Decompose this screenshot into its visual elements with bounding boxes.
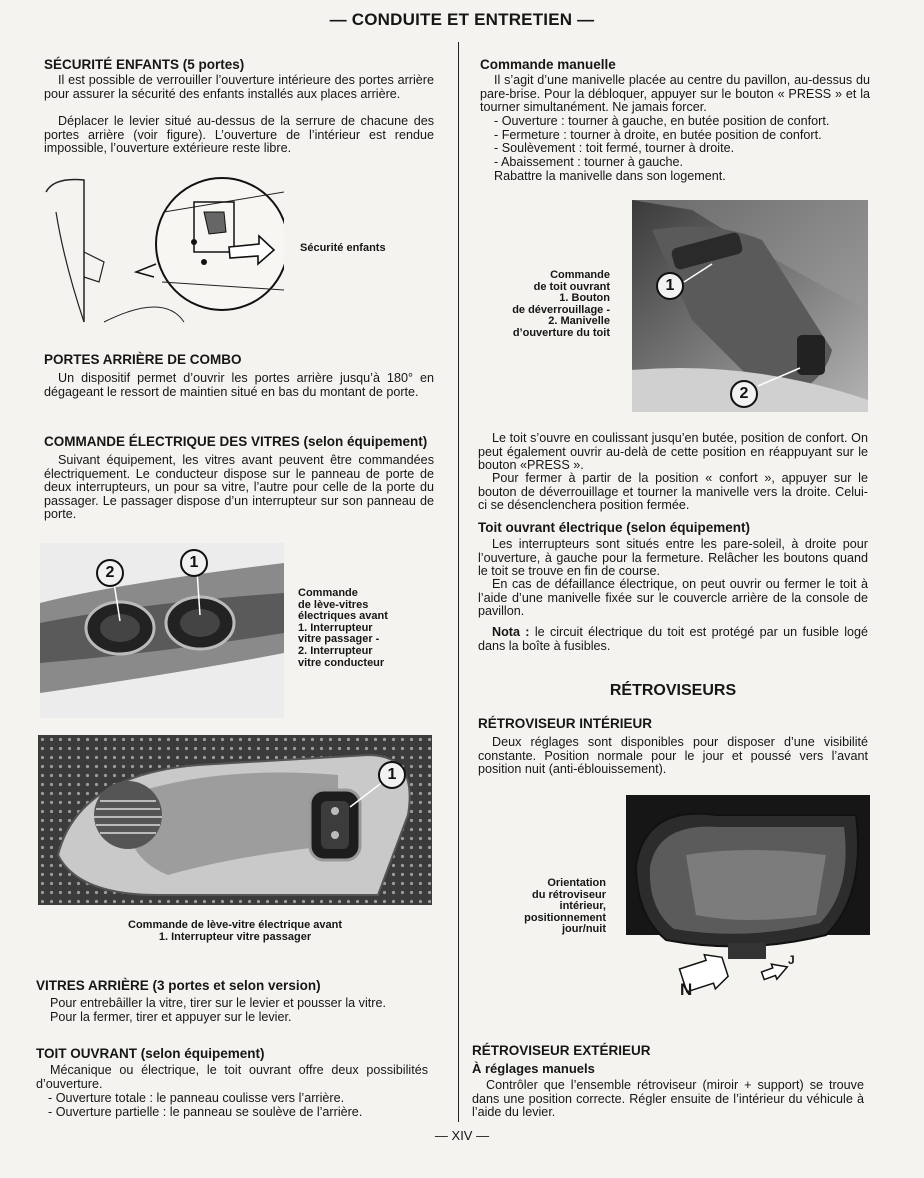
note-label: Nota : <box>492 625 530 639</box>
caption-line: Commande <box>550 269 610 281</box>
callout-number-2: 2 <box>96 559 124 587</box>
section-title-retroviseur-interieur: RÉTROVISEUR INTÉRIEUR <box>478 716 653 731</box>
photo-sunroof-crank <box>632 200 868 412</box>
paragraph: En cas de défaillance électrique, on peut ouvrir ou fermer le toit à l’aide d’une manivelle fixée sur le couvercle arrière de la console de pavillon. <box>478 577 868 619</box>
caption-line: Commande de lève-vitre électrique avant <box>128 919 342 931</box>
list-item: - Ouverture partielle : le panneau se soulève de l’arrière. <box>48 1105 363 1119</box>
caption-line: 1. Interrupteur vitre passager <box>158 930 312 943</box>
figure-caption-retroviseur <box>488 878 606 936</box>
list-item: - Fermeture : tourner à droite, en butée position de confort. <box>494 128 822 142</box>
caption-line: du rétroviseur <box>532 888 606 901</box>
figure-caption: Sécurité enfants <box>300 242 386 254</box>
paragraph: Suivant équipement, les vitres avant peuvent être commandées électriquement. Le conducteur dispose sur le panneau de porte de deux interrupteurs, un pour sa vitre, l’autre pour celle de la porte du passager. Le passager dispose d’un interrupteur sur son panneau de porte. <box>44 453 434 522</box>
section-title-toit-electrique: Toit ouvrant électrique (selon équipement) <box>478 520 751 535</box>
label-jour: J <box>788 953 795 967</box>
paragraph: Pour entrebâiller la vitre, tirer sur le levier et pousser la vitre. <box>50 996 386 1010</box>
paragraph: Contrôler que l’ensemble rétroviseur (miroir + support) se trouve dans une position correcte. Régler ensuite de l’intérieur du véhicule à l’aide du levier. <box>472 1078 864 1120</box>
section-title-portes-arriere: PORTES ARRIÈRE DE COMBO <box>44 352 242 367</box>
paragraph: Rabattre la manivelle dans son logement. <box>494 169 726 183</box>
label-nuit: N <box>680 980 693 999</box>
photo-window-switch-passenger <box>38 735 432 905</box>
paragraph: Pour fermer à partir de la position « confort », appuyer sur le bouton de déverrouillage et tourner la manivelle vers la droite. Celui-ci se désenclenchera position fermée. <box>478 471 868 513</box>
caption-line: vitre passager - <box>298 633 380 646</box>
photo-interior-mirror <box>626 795 870 1015</box>
section-title-commande-vitres: COMMANDE ÉLECTRIQUE DES VITRES (selon équipement) <box>44 434 428 449</box>
callout-number-2: 2 <box>730 380 758 408</box>
caption-line: de déverrouillage - <box>512 303 610 316</box>
caption-line: positionnement <box>524 911 606 924</box>
section-title-commande-manuelle: Commande manuelle <box>480 57 616 72</box>
caption-line: 2. Interrupteur <box>298 644 373 657</box>
list-item: - Abaissement : tourner à gauche. <box>494 155 684 169</box>
paragraph: Déplacer le levier situé au-dessus de la serrure de chacune des portes arrière (voir figure). L’ouverture de l’intérieur est rendue impossible, l’ouverture extérieure reste libre. <box>44 114 434 156</box>
caption-line: jour/nuit <box>562 923 606 936</box>
note-text: le circuit électrique du toit est protégé par un fusible logé dans la boîte à fusibles. <box>478 625 869 653</box>
note-paragraph <box>478 626 868 653</box>
section-title-securite-enfants: SÉCURITÉ ENFANTS (5 portes) <box>44 57 245 72</box>
caption-line: électriques avant <box>298 610 388 623</box>
paragraph: Le toit s’ouvre en coulissant jusqu’en butée, position de confort. On peut également ouvrir au-delà de cette position en réappuyant sur le bouton «PRESS ». <box>478 431 868 473</box>
paragraph: Pour la fermer, tirer et appuyer sur le levier. <box>50 1010 292 1024</box>
caption-line: 1. Bouton <box>559 292 610 305</box>
section-title-retroviseur-exterieur: RÉTROVISEUR EXTÉRIEUR <box>472 1043 651 1058</box>
photo-window-switches-driver <box>40 543 284 718</box>
caption-line: d’ouverture du toit <box>512 326 610 339</box>
paragraph: Il s’agit d’une manivelle placée au centre du pavillon, au-dessus du pare-brise. Pour la débloquer, appuyer sur le bouton « PRESS » et la tourner simultanément. Ne jamais forcer. <box>480 73 870 115</box>
figure-caption-leve-vitres <box>298 588 388 669</box>
list-item: - Ouverture : tourner à gauche, en butée position de confort. <box>494 114 830 128</box>
page-header: — CONDUITE ET ENTRETIEN — <box>329 10 595 29</box>
section-title-vitres-arriere: VITRES ARRIÈRE (3 portes et selon version) <box>36 978 321 993</box>
callout-number-1: 1 <box>378 761 406 789</box>
caption-line: Orientation <box>547 877 606 889</box>
figure-child-lock <box>44 172 284 330</box>
caption-line: Commande <box>298 587 358 599</box>
page-number: — XIV — <box>434 1128 490 1143</box>
caption-line: de toit ouvrant <box>533 280 610 293</box>
column-divider <box>458 42 459 1122</box>
paragraph: Les interrupteurs sont situés entre les pare-soleil, à droite pour l’ouverture, à gauche pour la fermeture. Relâcher les boutons quand le toit se trouve en fin de course. <box>478 537 868 579</box>
paragraph: Un dispositif permet d’ouvrir les portes arrière jusqu’à 180° en dégageant le ressort de maintien situé en bas du montant de porte. <box>44 371 434 399</box>
section-title-retroviseurs: RÉTROVISEURS <box>609 682 737 699</box>
subsection-title: À réglages manuels <box>472 1061 595 1076</box>
list-item: - Ouverture totale : le panneau coulisse vers l’arrière. <box>48 1091 345 1105</box>
caption-line: de lève-vitres <box>298 598 369 611</box>
caption-line: 2. Manivelle <box>548 315 610 328</box>
caption-line: 1. Interrupteur <box>298 621 373 634</box>
list-item: - Soulèvement : toit fermé, tourner à droite. <box>494 141 735 155</box>
figure-caption-leve-vitre-avant <box>38 920 432 943</box>
callout-number-1: 1 <box>180 549 208 577</box>
paragraph: Il est possible de verrouiller l’ouverture intérieure des portes arrière pour assurer la sécurité des enfants installés aux places arrière. <box>44 73 434 101</box>
callout-number-1: 1 <box>656 272 684 300</box>
caption-line: intérieur, <box>559 900 606 913</box>
paragraph: Deux réglages sont disponibles pour disposer d’une visibilité constante. Position normale pour le jour et poussé vers l’avant position nuit (anti-éblouissement). <box>478 735 868 777</box>
caption-line: vitre conducteur <box>298 656 385 669</box>
paragraph: Mécanique ou électrique, le toit ouvrant offre deux possibilités d’ouverture. <box>36 1063 428 1091</box>
section-title-toit-ouvrant: TOIT OUVRANT (selon équipement) <box>36 1046 265 1061</box>
figure-caption-toit-ouvrant <box>488 270 610 340</box>
